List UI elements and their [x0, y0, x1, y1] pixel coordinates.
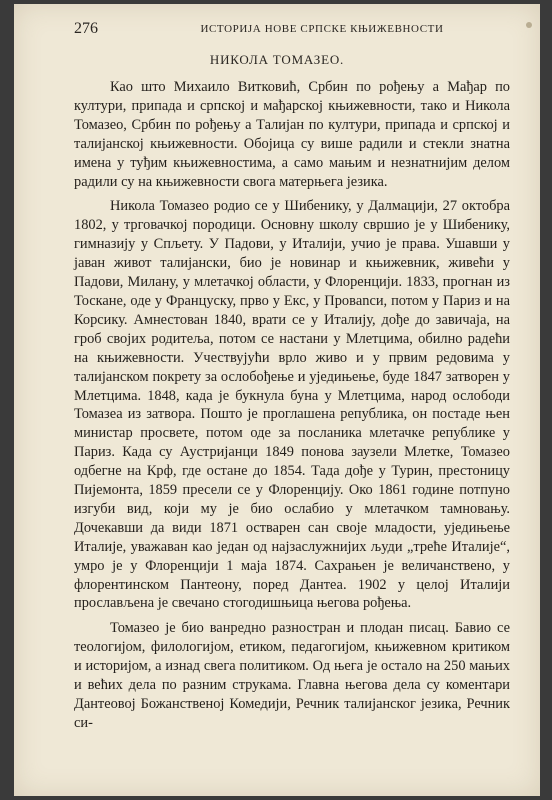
paragraph: Као што Михаило Витковић, Србин по рођењу а Мађар по култури, припада и српској и мађарској књижевности, тако и Никола Томазео, Србин по рођењу а Талијан по култури, припада и српској и талијанској књижевности. Обојица су више радили и стекли знатна имена у туђим књижевностима, а само мањим и незнатнијим делом радили су на књижевности свога матерњега језика. — [74, 79, 510, 190]
body-text — [74, 78, 510, 733]
section-title: НИКОЛА ТОМАЗЕО. — [209, 52, 345, 67]
paragraph: Томазео је био ванредно разностран и плодан писац. Бавио се теологијом, филологијом, етиком, педагогијом, књижевном критиком и историјом, а изнад свега политиком. Од њега је остало на 250 мањих и већих дела по разним струкама. Главна његова дела су коментари Дантеовој Божанственој Комедији, Речник талијанског језика, Речник си- — [74, 620, 510, 731]
page-number: 276 — [74, 20, 98, 37]
running-title: ИСТОРИЈА НОВЕ СРПСКЕ КЊИЖЕВНОСТИ — [200, 23, 444, 35]
page-header — [74, 20, 500, 40]
book-page — [14, 4, 540, 796]
paragraph: Никола Томазео родио се у Шибенику, у Далмацији, 27 октобра 1802, у трговачкој породици. Основну школу свршио је у Шибенику, гимназију у Спљету. У Падови, у Италији, учио је права. Ушавши у јаван живот талијански, био је новинар и књижевник, живећи у Падови, Милану, у млетачкој области, у Флоренцији. 1833, прогнан из Тоскане, оде у Француску, прво у Екс, у Провanси, потом у Париз и на Корсику. Амнестован 1840, врати се у Италију, дође до завичаја, на гроб својих родитеља, потом се настани у Млетцима, обилно радећи на књижевности. Учествујући врло живо и у првим редовима у талијанском покрету за ослобођење и уједињење, буде 1847 затворен у Млетцима. 1848, када је букнула буна у Млетцима, народ ослободи Томазеа из затвора. Пошто је проглашена република, он постаде њен министар просвете, потом оде за посланика млетачке републике у Париз. Када су Аустријанци 1849 понова заузели Млетке, Томазео одбегне на Крф, где остане до 1854. Тада дође у Турин, престоницу Пијемонта, 1859 пресели се у Флоренцију. Око 1861 године потпуно изгуби вид, који му је био ослабио у млетачком тамновању. Дочекавши да види 1871 остварен сан своје младости, уједињење Италије, уважаван као један од најзаслужнијих људи „треће Италије“, умро је у Флоренцији 1 маја 1874. Сахрањен је величанствено, у флорентинском Пантеону, поред Дантеа. 1902 у целој Италији прослављена је свечано стогодишњица његова рођења. — [74, 198, 510, 612]
paper-blemish — [526, 22, 532, 28]
